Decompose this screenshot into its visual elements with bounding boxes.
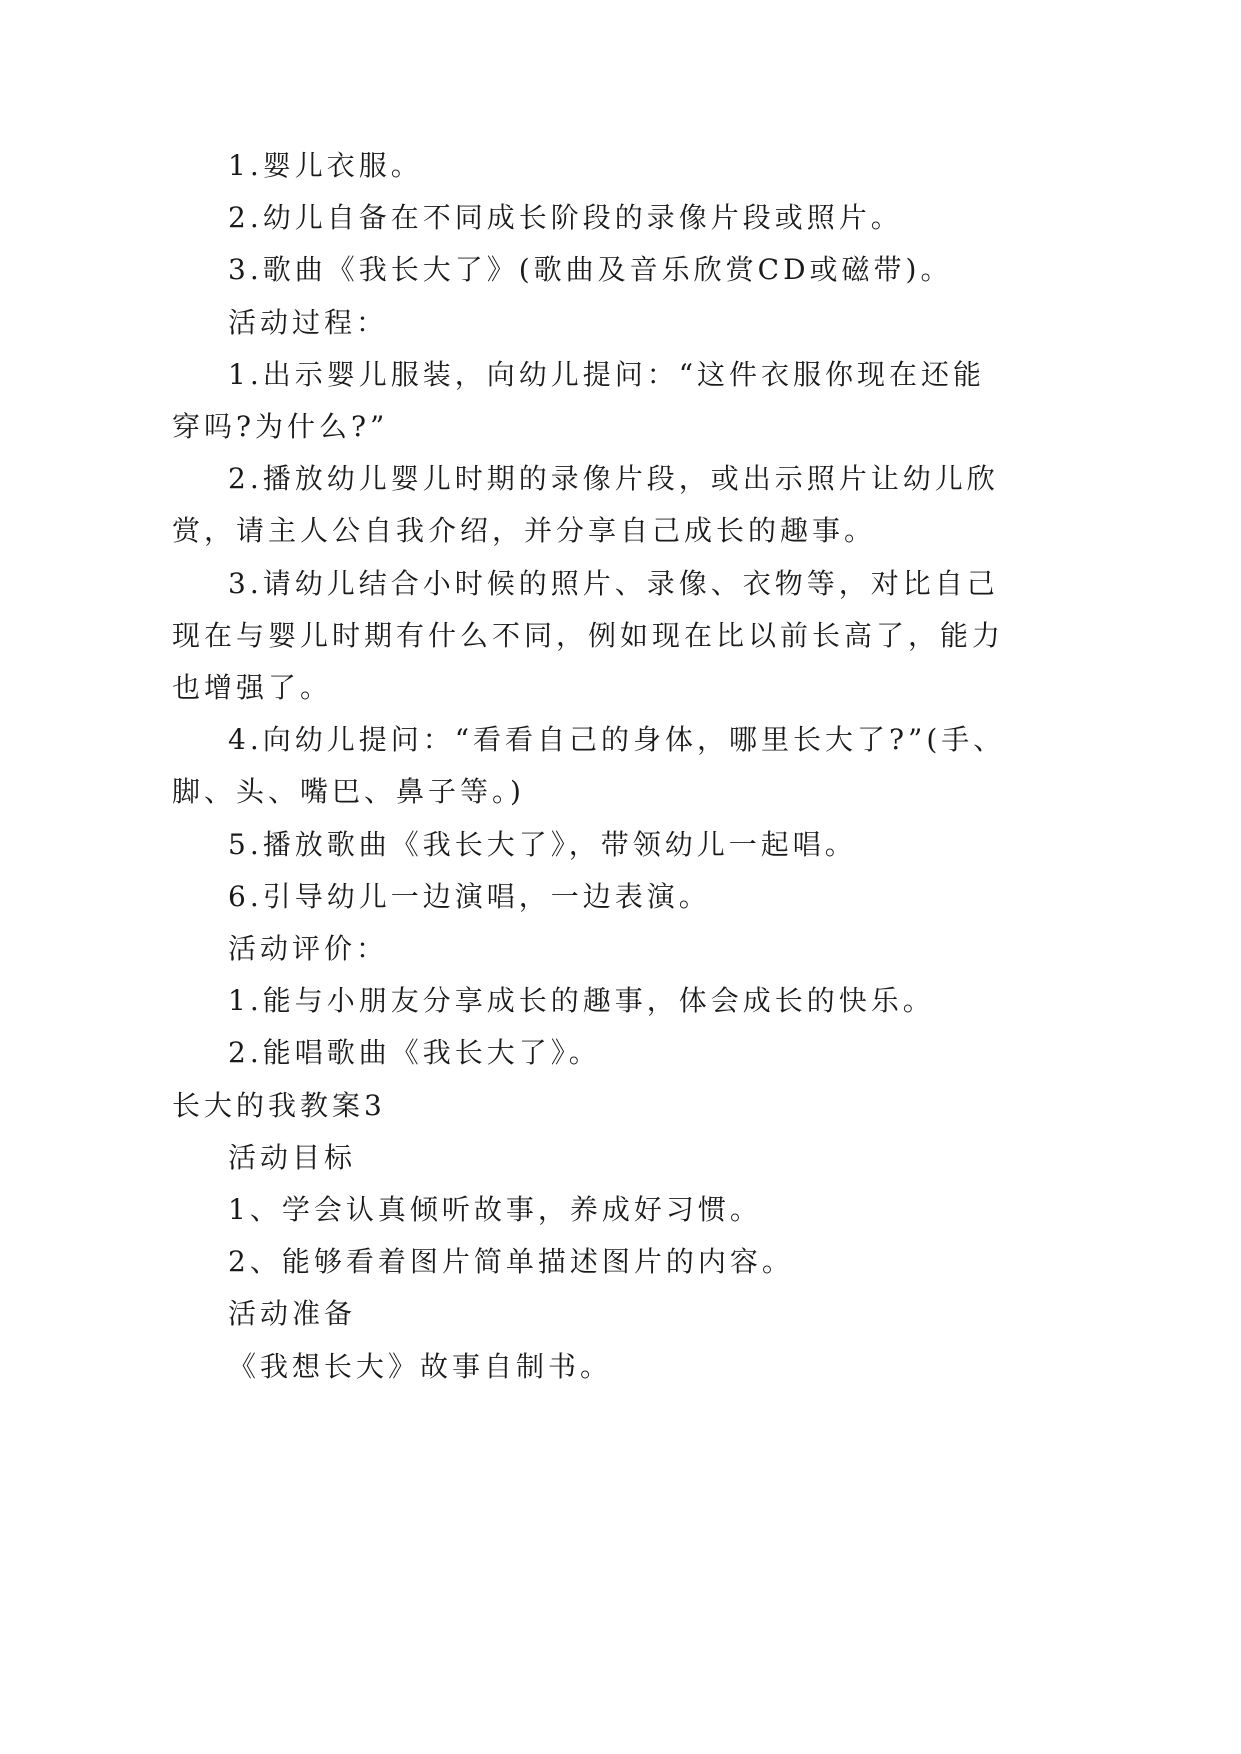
text-line: 赏，请主人公自我介绍，并分享自己成长的趣事。: [172, 514, 877, 548]
text-line: 活动评价：: [228, 932, 389, 965]
text-line: 1.婴儿衣服。: [228, 149, 423, 182]
text-line: 1.能与小朋友分享成长的趣事，体会成长的快乐。: [228, 984, 935, 1018]
text-line: 现在与婴儿时期有什么不同，例如现在比以前长高了，能力: [172, 618, 1005, 652]
text-line: 6.引导幼儿一边演唱，一边表演。: [228, 879, 711, 913]
text-line: 脚、头、嘴巴、鼻子等。): [172, 775, 525, 809]
text-line: 4.向幼儿提问：“看看自己的身体，哪里长大了?”(手、: [228, 723, 1006, 757]
text-line: 《我想长大》故事自制书。: [228, 1349, 613, 1383]
text-line: 穿吗?为什么?”: [172, 410, 389, 443]
text-line: 3.歌曲《我长大了》(歌曲及音乐欣赏CD或磁带)。: [228, 253, 953, 287]
text-line: 2、能够看着图片简单描述图片的内容。: [228, 1245, 794, 1279]
text-line: 2.能唱歌曲《我长大了》。: [228, 1036, 601, 1070]
text-line: 活动目标: [228, 1140, 357, 1174]
text-line: 2.幼儿自备在不同成长阶段的录像片段或照片。: [228, 201, 903, 235]
text-line: 也增强了。: [172, 671, 333, 704]
text-line: 3.请幼儿结合小时候的照片、录像、衣物等，对比自己: [228, 566, 999, 600]
text-line: 1、学会认真倾听故事，养成好习惯。: [228, 1193, 762, 1226]
text-line: 长大的我教案3: [172, 1088, 386, 1122]
text-line: 1.出示婴儿服装，向幼儿提问：“这件衣服你现在还能: [228, 357, 986, 391]
text-line: 5.播放歌曲《我长大了》，带领幼儿一起唱。: [228, 827, 857, 861]
text-line: 活动准备: [228, 1297, 357, 1331]
text-line: 活动过程：: [228, 305, 389, 339]
text-line: 2.播放幼儿婴儿时期的录像片段，或出示照片让幼儿欣: [228, 462, 999, 496]
